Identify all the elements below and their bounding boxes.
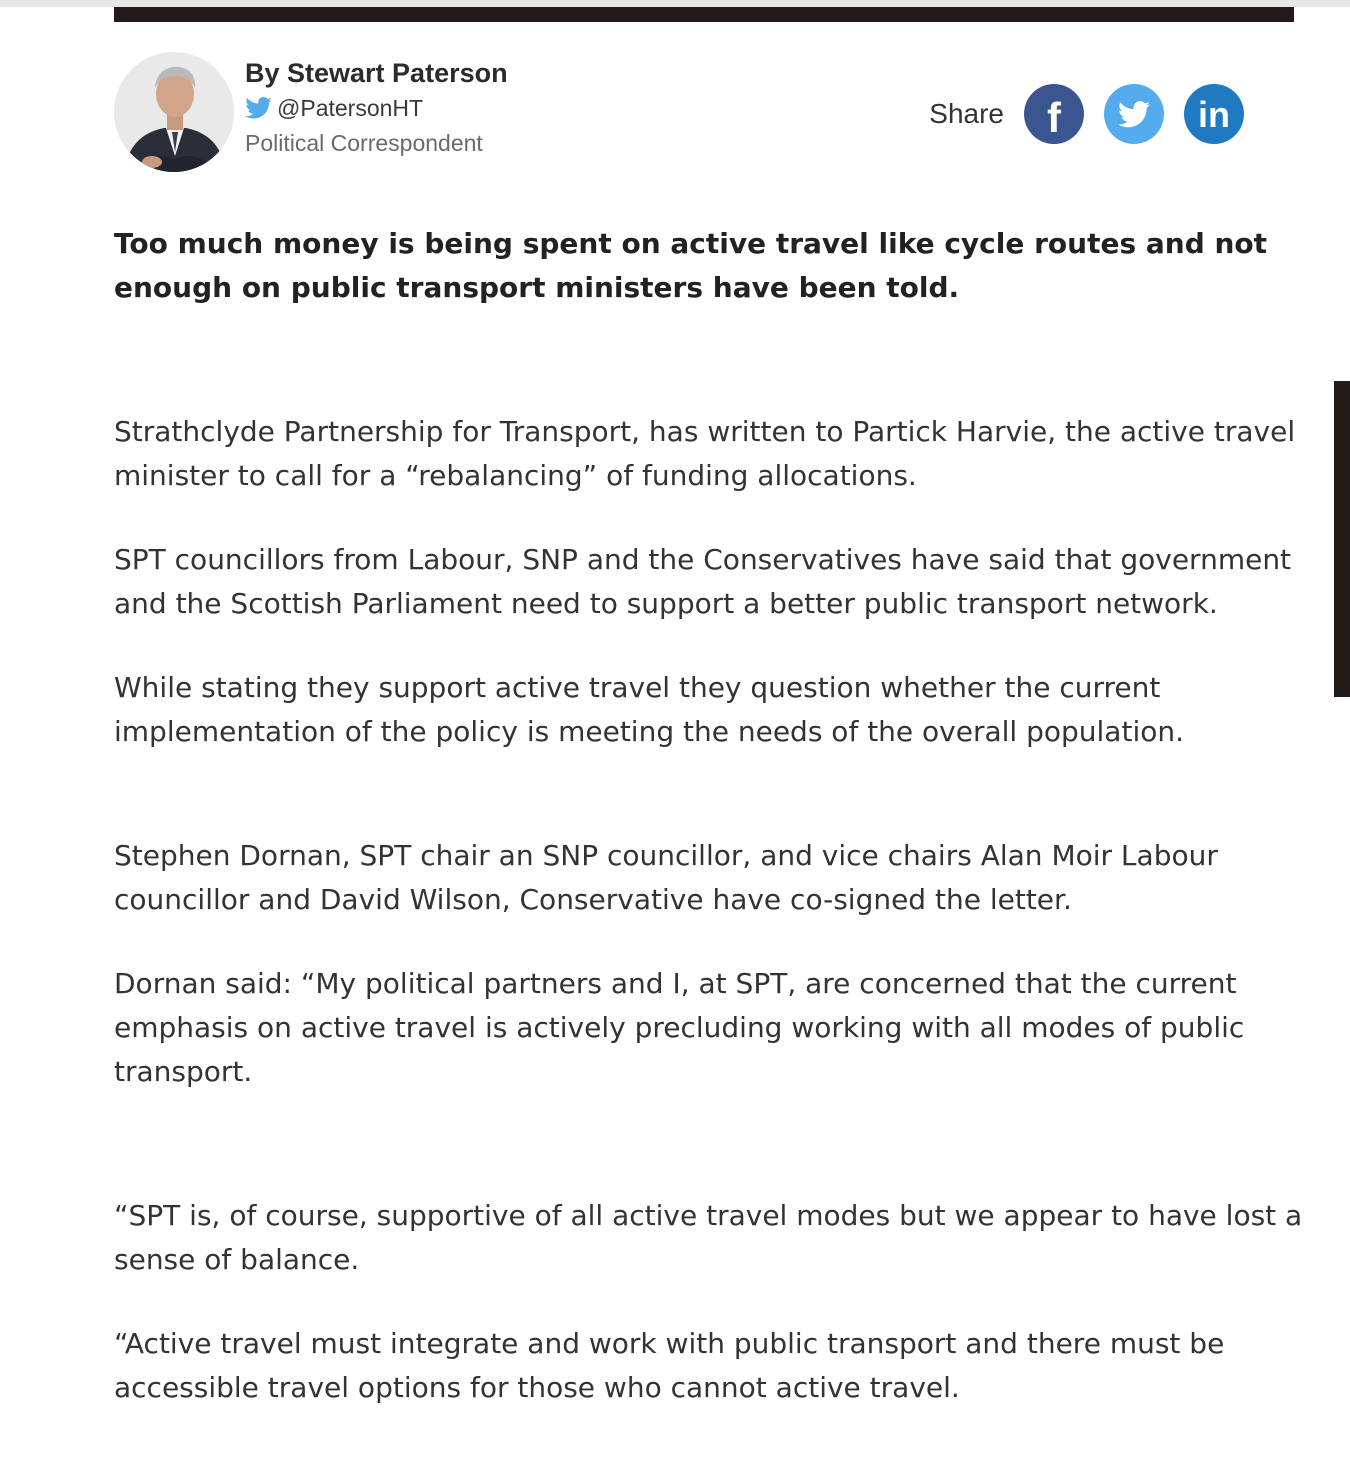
article-paragraph: Dornan said: “My political partners and I, at SPT, are concerned that the current emphasis on active travel is actively precluding working with all modes of public transport.	[114, 967, 1245, 1088]
facebook-share-button[interactable]	[1024, 84, 1084, 144]
article-paragraph: Strathclyde Partnership for Transport, has written to Partick Harvie, the active travel minister to call for a “rebalancing” of funding allocations.	[114, 415, 1296, 492]
scrollbar-thumb[interactable]	[1334, 381, 1350, 697]
header-divider-bar	[114, 7, 1294, 22]
article-paragraph: “SPT is, of course, supportive of all active travel modes but we appear to have lost a sense of balance.	[114, 1199, 1303, 1276]
browser-top-edge	[0, 0, 1350, 7]
author-twitter-handle[interactable]	[245, 92, 508, 124]
author-info	[245, 56, 508, 157]
article-standfirst: Too much money is being spent on active travel like cycle routes and not enough on public transport ministers have been told.	[114, 227, 1268, 304]
share-bar	[929, 83, 1244, 145]
twitter-bird-icon	[245, 97, 272, 119]
author-name[interactable]: By Stewart Paterson	[245, 58, 508, 88]
facebook-icon: f	[1047, 94, 1061, 141]
author-role: Political Correspondent	[245, 130, 483, 156]
twitter-share-button[interactable]	[1104, 84, 1164, 144]
article-paragraph: While stating they support active travel they question whether the current implementation of the policy is meeting the needs of the overall population.	[114, 671, 1185, 748]
author-byline	[114, 52, 1294, 176]
author-handle-text: @PatersonHT	[277, 94, 424, 121]
author-avatar[interactable]	[114, 52, 234, 172]
article-body	[114, 222, 1304, 1410]
twitter-icon	[1118, 101, 1150, 128]
article-paragraph: “Active travel must integrate and work with public transport and there must be accessible travel options for those who cannot active travel.	[114, 1327, 1225, 1404]
linkedin-share-button[interactable]	[1184, 84, 1244, 144]
linkedin-icon: in	[1198, 94, 1230, 135]
article-paragraph: SPT councillors from Labour, SNP and the Conservatives have said that government and the Scottish Parliament need to support a better public transport network.	[114, 543, 1292, 620]
article-paragraph: Stephen Dornan, SPT chair an SNP councillor, and vice chairs Alan Moir Labour councillor and David Wilson, Conservative have co-signed the letter.	[114, 839, 1218, 916]
author-photo-icon	[114, 52, 234, 172]
share-label: Share	[929, 98, 1004, 129]
